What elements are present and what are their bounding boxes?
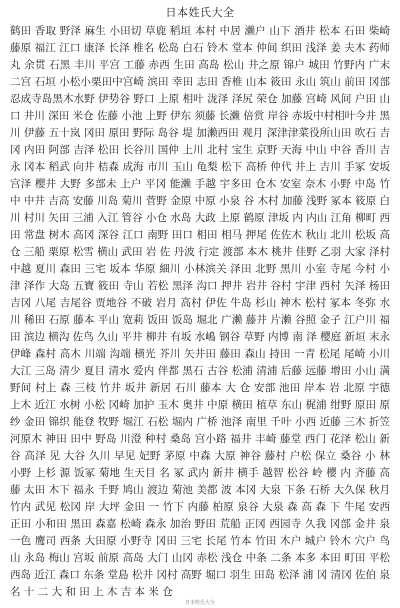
page-footer: 日本姓氏大全 bbox=[184, 600, 215, 606]
document-title: 日本姓氏大全 bbox=[165, 6, 235, 19]
surname-list-text: 鹤田 香取 野泽 麻生 小田切 草鹿 稻垣 本村 中居 濑户 山下 酒井 松本 石田 柴崎 藤原 福江 江口 康泽 长泽 椎名 松岛 白石 铃木 堂本 仲间 织田 浅泽 姜 夫木 药师丸 余贯 石黑 丰川 平宫 工藤 赤西 生田 高岛 松山 井之原 锦户 城田 竹野内 广末 二宫 石垣 小松小栗田中宫崎 滨田 幸田 志田 香椎 山本 筱田 永山 筑山 前田 冈部 忍成寺岛黑木水野 伊势谷 野口 上原 相叶 泷泽 泽尻 荣仓 加藤 宫崎 风间 户田 山口 井川 深田 米仓 佐藤 小池 上野 伊东 须藤 长濑 倍赏 岸谷 赤坂中村相叶今井 黑川 伊藤 五十岚 冈田 原田 野际 岛谷 堤 加濑西田 观月 深津津菜役所山田 吹石 吉冈 内田 阿部 吉泽 松田 长谷川 国仲 上川 北村 宝生 京野 天海 中山 中谷 香川 吉永 冈本 稻武 向井 桔森 成海 市川 玉山 龟梨 松下 高桥 仲代 井上 吉川 手冢 安坂 宫泽 樱井 大野 多部未 上户 平冈 能濑 手越 宇多田 仓木 安室 奈木 小野 中岛 竹中 中井 吉高 安藤 川岛 菊川 菅野 金原 中原 小泉 谷 木村 加藤 浅野 冢本 筱原 白川 村川 矢田 三浦 入江 管谷 小仓 水岛 大政 上原 鹤原 津坂 内 内山 江角 柳町 西田 常盘 树木 高冈 深谷 江口 南野 田口 相田 相马 押尾 佐佐木 秋山 北川 松坂 高仓 三船 栗原 松雪 横山 武田 岩 佐 丹波 行定 渡部 本木 桃井 佳野 乙羽 大家 泽村 中越 夏川 森田 三宅 坂本 华原 細川 小林滨关 泽田 北野 黑川 小室 寺尾 今村 小津 泽作 大岛 五寶 筱田 寺山 若松 黑泽 沟口 押井 岩井 谷村 宇津 西村 矢泽 杨田 吉冈 八尾 吉尾谷 贾地谷 不破 岩月 高村 伊佐 牛岛 杉山 神木 松村 冢本 冬弥 水川 稀田 石原 藤本 平山 宽莉 饭田 饭岛 堀北 广濑 藤井 片濑 谷照 金子 江户川 福田 滨边 横沟 佐鸟 久山 平井 柳井 有坂 水嶋 钢谷 草野 内博 南 泽 樱庭 新垣 末永 伊峰 森村 高木 川端 沟端 横光 芥川 矢井田 藤田 森山 持田 一青 松尾 尾崎 小川 大江 三岛 清少 夏目 清水 爱内 伴都 黑石 古谷 松浦 清浦 后藤 远藤 增田 小山 满 野间 村上 森 三枝 竹井 坂井 新居 石川 藤本 大 仓 安部 池田 岸本 岩 北原 宇德 上木 近江 水树 小松 冈崎 加护 玉木 奥井 中原 横田 植草 东山 梶浦 绀野 原田 原纱 金田 锦织 能登 牧野 堀江 石松 堀内 广桥 池泽 南里 千叶 小西 近藤 三木 折笠 河原木 神田 田中 野岛 川澄 种村 桑岛 宫小路 福井 丰崎 藤堂 西门 花泽 松山 新谷 高泽 见 大谷 久川 早见 妃野 茅原 中森 大原 神谷 藤村 户松 保立 桑谷 小 林 小野 上杉 源 饭冢 菊地 生天目 名 冢 武内 新井 横手 越智 松谷 岭 樱 内 齐藤 高藤 太田 木下 福永 千野 鸠山 渡边 菊池 美都 波 本冈 大泉 下条 石桥 大久保 秋月 竹内 武见 松冈 岸 大坪 金田 一 竹下 内藤 柏原 泉谷 大泉 森 高 森 下 牛尾 安西 正田 小和田 黑田 森嘉 松崎 森永 加治 野田 荒船 正冈 西园寺 久我 冈部 金井 泉 一色 鹰司 西条 大田原 小野寺 冈田 三宅 长尾 竹本 竹田 木户 城户 铃木 穴户 鸟山 永岛 梅山 宫坂 前原 高岛 大门 山冈 赤松 浅仓 中条 二条 本多 本田 町田 平松 西岛 近江 森口 东条 堂島 松井 冈村 高野 堀口 羽生 田岛 松泽 浦 冈 清冈 佐伯 泉 名 十 二 大 和 田 上 木 吉 本 米 仓 bbox=[10, 25, 390, 598]
